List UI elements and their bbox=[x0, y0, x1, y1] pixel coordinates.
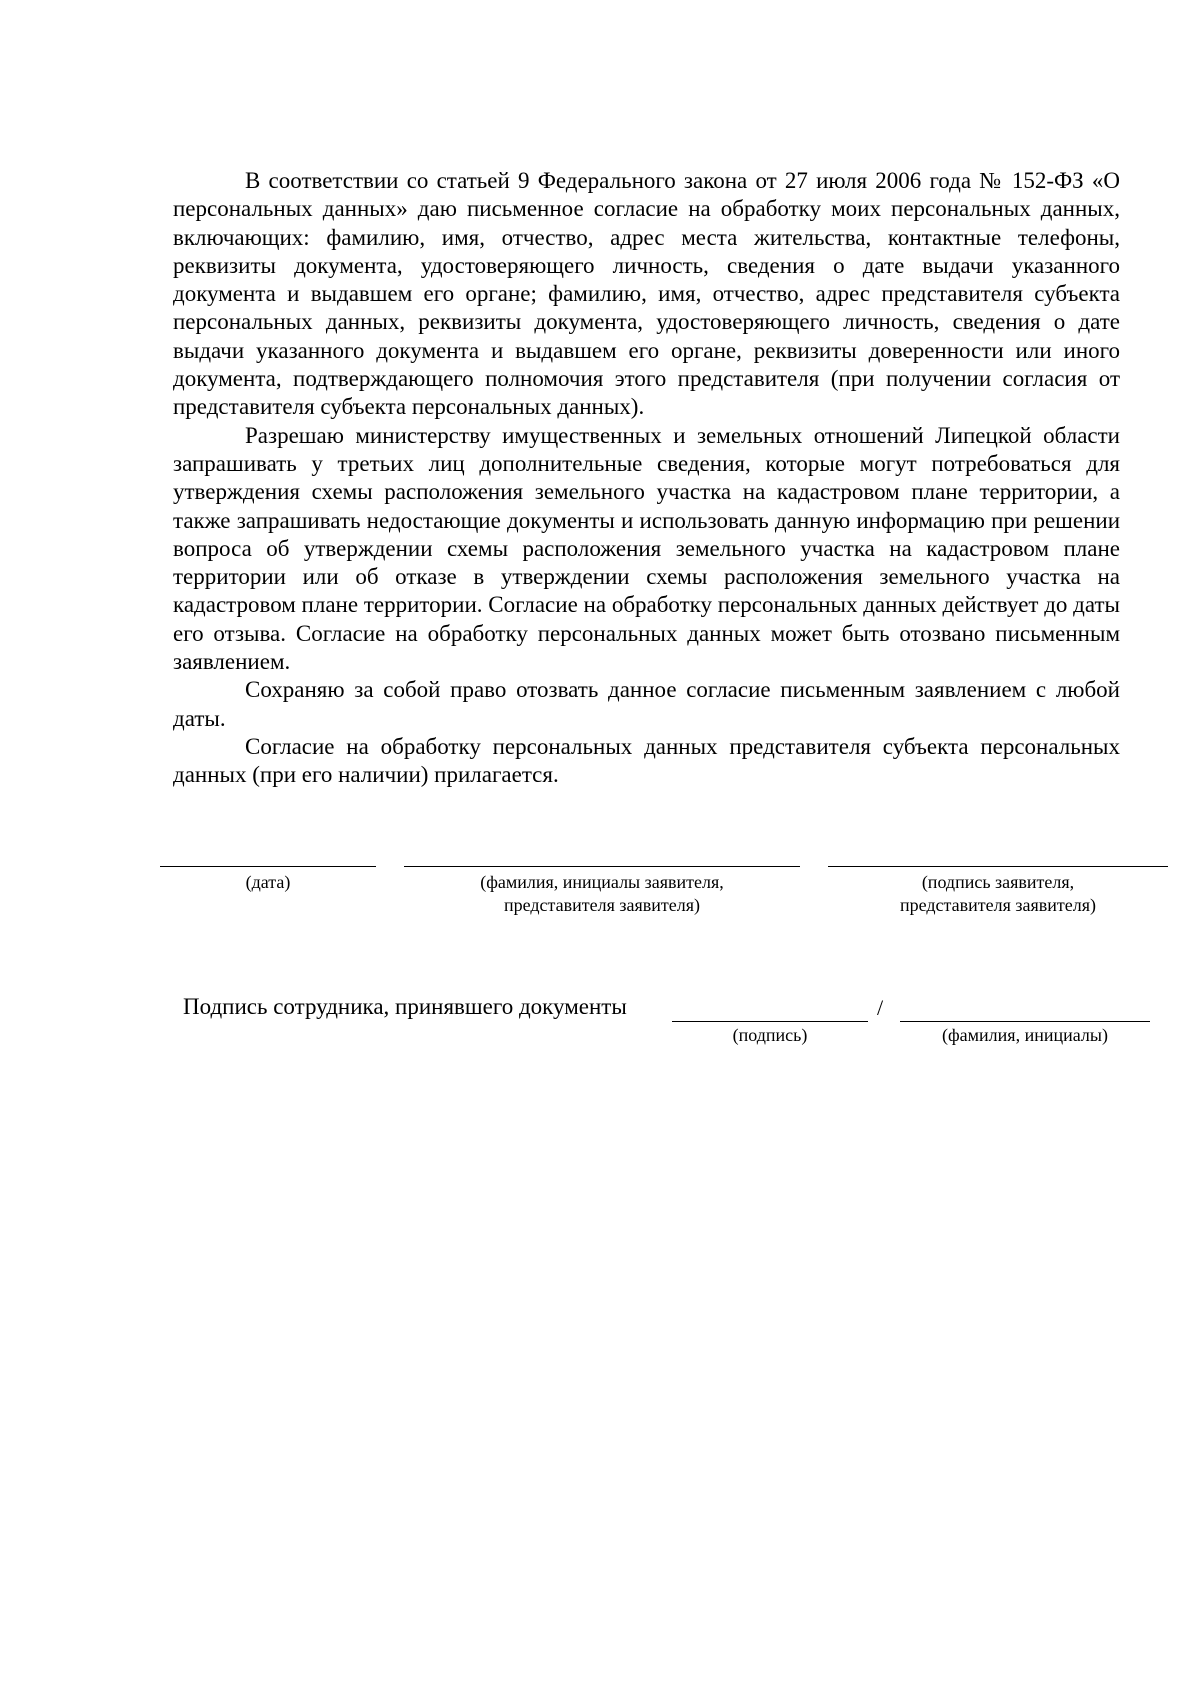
staff-separator: / bbox=[877, 995, 884, 1020]
date-signature-field bbox=[160, 866, 376, 894]
applicant-name-caption-line1: (фамилия, инициалы заявителя, bbox=[480, 872, 724, 892]
date-line bbox=[160, 866, 376, 867]
applicant-name-line bbox=[404, 866, 800, 867]
paragraph-revocation: Сохраняю за собой право отозвать данное согласие письменным заявлением с любой даты. bbox=[173, 677, 1120, 731]
paragraph-legal-basis: В соответствии со статьей 9 Федерального закона от 27 июля 2006 года № 152-ФЗ «О персональных данных» даю письменное согласие на обработку моих персональных данных, включающих: фамилию, имя, отчество, адрес места жительства, контактные телефоны, реквизиты документа, удостоверяющего личность, сведения о дате выдачи указанного документа и выдавшем его органе; фамилию, имя, отчество, адрес представителя субъекта персональных данных, реквизиты документа, удостоверяющего личность, сведения о дате выдачи указанного документа и выдавшем его органе, реквизиты доверенности или иного документа, подтверждающего полномочия этого представителя (при получении согласия от представителя субъекта персональных данных). bbox=[173, 168, 1120, 420]
applicant-signature-field bbox=[828, 866, 1168, 917]
paragraph-permission: Разрешаю министерству имущественных и земельных отношений Липецкой области запрашивать у третьих лиц дополнительные сведения, которые могут потребоваться для утверждения схемы расположения земельного участка на кадастровом плане территории, а также запрашивать недостающие документы и использовать данную информацию при решении вопроса об утверждении схемы расположения земельного участка на кадастровом плане территории или об отказе в утверждении схемы расположения земельного участка на кадастровом плане территории. Согласие на обработку персональных данных действует до даты его отзыва. Согласие на обработку персональных данных может быть отозвано письменным заявлением. bbox=[173, 422, 1120, 675]
paragraph-attachment: Согласие на обработку персональных данных представителя субъекта персональных данных (при его наличии) прилагается. bbox=[173, 733, 1120, 788]
applicant-name-field bbox=[404, 866, 800, 917]
applicant-signature-caption-line2: представителя заявителя) bbox=[900, 895, 1096, 915]
consent-body bbox=[173, 167, 1120, 790]
applicant-name-caption bbox=[404, 871, 800, 917]
staff-signature-label: Подпись сотрудника, принявшего документы bbox=[183, 994, 627, 1019]
staff-name-line bbox=[900, 1021, 1150, 1022]
staff-signature-caption: (подпись) bbox=[732, 1025, 808, 1045]
applicant-signature-line bbox=[828, 866, 1168, 867]
date-caption-text: (дата) bbox=[245, 872, 291, 892]
staff-name-caption: (фамилия, инициалы) bbox=[942, 1025, 1108, 1045]
applicant-signature-caption bbox=[828, 871, 1168, 917]
applicant-signature-caption-line1: (подпись заявителя, bbox=[921, 872, 1075, 892]
staff-signature-line bbox=[672, 1021, 868, 1022]
date-caption bbox=[160, 871, 376, 894]
applicant-name-caption-line2: представителя заявителя) bbox=[504, 895, 700, 915]
